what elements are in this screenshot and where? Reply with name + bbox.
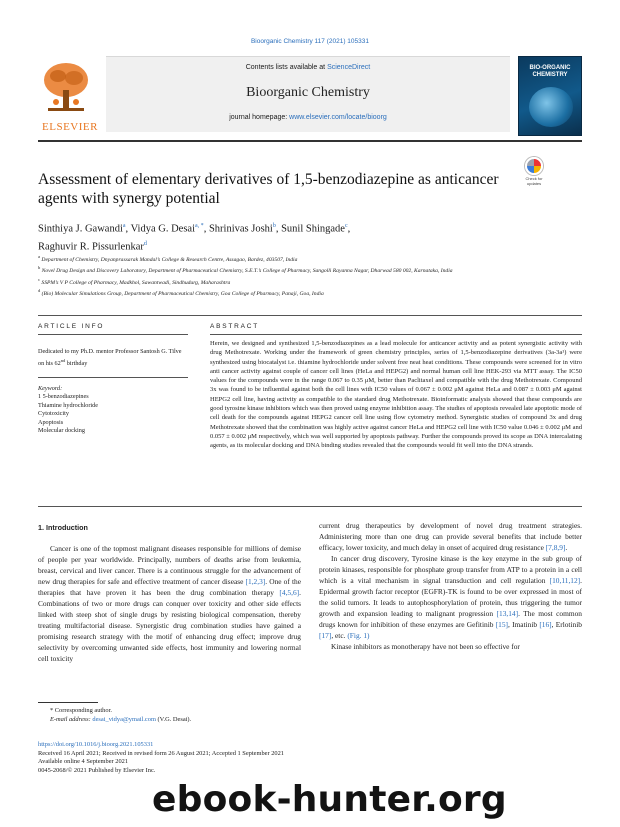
body-column-right	[319, 520, 582, 652]
cover-title: BIO-ORGANIC CHEMISTRY	[529, 65, 571, 78]
citation-link[interactable]: [1,2,3]	[245, 577, 266, 586]
author-separator: ,	[347, 223, 351, 235]
check-updates-label: Check for updates	[525, 176, 543, 186]
email-label: E-mail address:	[50, 716, 93, 723]
body-paragraph: Kinase inhibitors as monotherapy have not been so effective for	[331, 642, 520, 651]
citation-link[interactable]: [16]	[539, 620, 552, 629]
author-name[interactable]: Shrinivas Joshi	[208, 223, 273, 235]
affiliation-text: SSPM’s V P College of Pharmacy, Madkhol, Sawantwadi, Sindhudurg, Maharashtra	[41, 279, 231, 286]
email-link[interactable]: desai_vidya@ymail.com	[92, 716, 156, 723]
author-affiliation-marker[interactable]: b	[272, 223, 276, 229]
keyword-item: Thiamine hydrochloride	[38, 401, 98, 409]
elsevier-logo	[38, 58, 102, 132]
dedication-sup: nd	[60, 357, 66, 363]
body-column-left	[38, 520, 301, 664]
corresponding-author-footnote	[38, 706, 338, 724]
keyword-item: 1 5-benzodiazepines	[38, 393, 89, 401]
dedication-note	[38, 348, 188, 368]
affiliation-item	[38, 276, 582, 287]
article-info-rule	[38, 334, 188, 335]
header-divider	[38, 140, 582, 142]
citation-link[interactable]: [17]	[319, 631, 332, 640]
affiliation-item	[38, 287, 582, 298]
received-dates: Received 16 April 2021; Received in revised form 26 August 2021; Accepted 1 September 2021	[38, 749, 284, 757]
email-line	[38, 715, 338, 724]
journal-cover-thumbnail[interactable]	[518, 56, 582, 136]
author-list	[38, 219, 558, 254]
author-affiliation-marker[interactable]: c	[344, 223, 348, 229]
elsevier-tree-icon	[38, 58, 94, 114]
body-paragraph	[319, 553, 582, 641]
author-affiliation-marker[interactable]: a, *	[195, 223, 204, 229]
keywords-label: Keyword:	[38, 385, 63, 393]
affiliation-text: (Bio) Molecular Simulations Group, Department of Pharmaceutical Chemistry, Goa College of Pharmacy, Panaji, Goa, India	[41, 290, 324, 297]
doi-link[interactable]: https://doi.org/10.1016/j.bioorg.2021.105331	[38, 741, 154, 748]
homepage-link[interactable]: www.elsevier.com/locate/bioorg	[289, 114, 387, 121]
abstract-heading: ABSTRACT	[210, 323, 260, 330]
author-name[interactable]: Sunil Shingade	[281, 223, 345, 235]
citation-link[interactable]: [15]	[495, 620, 509, 629]
dedication-text: Dedicated to my Ph.D. mentor Professor Santosh G. Tilve on his 62	[38, 348, 182, 367]
affiliation-text: Novel Drug Design and Discovery Laboratory, Department of Pharmaceutical Chemistry, S.E.T.’s College of Pharmacy, Sangolli Rayanna Nagar, Dharwad 580 002, Karnataka, India	[41, 268, 453, 275]
article-metadata	[38, 741, 438, 775]
affiliation-list	[38, 253, 582, 298]
paragraph-text: In cancer drug discovery, Tyrosine kinase is the key enzyme in the sub group of protein kinases, responsible for phosphate group transfer from ATP to a protein in a cell which is a vital mechanism in signal transduction and cell regulation	[319, 554, 582, 585]
copyright-notice: 0045-2068/© 2021 Published by Elsevier Inc.	[38, 766, 156, 774]
keywords-rule	[38, 377, 188, 378]
journal-name: Bioorganic Chemistry	[246, 85, 370, 100]
journal-reference-link[interactable]: Bioorganic Chemistry 117 (2021) 105331	[250, 38, 370, 45]
watermark-text: ebook-hunter.org	[152, 779, 507, 820]
citation-link[interactable]: [4,5,6]	[279, 588, 300, 597]
journal-homepage	[106, 114, 510, 121]
body-paragraph	[319, 520, 582, 553]
author-affiliation-marker[interactable]: d	[143, 240, 147, 247]
affiliation-item	[38, 253, 582, 264]
author-separator: ,	[203, 223, 209, 235]
paragraph-text: current drug therapeutics by development of novel drug treatment strategies. Administering more than one drug can provide several benefits that include better efficacy, lower toxicity, and much delay in onset of acquired drug resistance	[319, 521, 582, 552]
author-separator: ,	[125, 223, 131, 235]
journal-masthead	[38, 56, 582, 136]
available-online-date: Available online 4 September 2021	[38, 758, 129, 766]
citation-link[interactable]: [13,14]	[496, 609, 519, 618]
check-updates-icon	[525, 157, 543, 175]
body-divider	[38, 506, 582, 507]
paragraph-text: . The most common drugs known for inhibition of these enzymes are Gefitinib	[319, 609, 582, 629]
paragraph-text: . Epidermal growth factor receptor (EGFR)-TK is found to be over expressed in most of the solid tumors. It leads to autophosphorylation of protein, thus triggering the tumor growth and expansion leading to malignant progression	[319, 576, 582, 618]
author-name[interactable]: Raghuvir R. Pissurlenkar	[38, 241, 144, 252]
cover-art	[529, 87, 573, 127]
affiliation-text: Department of Chemistry, Dnyanprassarak Mandal’s College & Research Centre, Assagao, Bardez, 403507, India	[41, 256, 298, 263]
keyword-item: Cytotoxicity	[38, 410, 69, 418]
footnote-rule	[38, 702, 98, 703]
corresponding-author-label: * Corresponding author.	[50, 707, 112, 714]
check-for-updates-button[interactable]	[520, 157, 548, 187]
paragraph-text: . One of the therapies that have proven it has been the drug combination therapy	[38, 577, 301, 597]
affiliation-marker: a	[38, 254, 40, 259]
article-title: Assessment of elementary derivatives of 1,5-benzodiazepine as anticancer agents with synergy potential	[38, 171, 499, 207]
keywords-list	[38, 393, 188, 436]
dedication-text-end: birthday	[65, 359, 88, 367]
keyword-item: Apoptosis	[38, 418, 64, 426]
abstract-rule	[210, 334, 582, 335]
abstract-text: Herein, we designed and synthesized 1,5-benzodiazepines as a lead molecule for anticancer activity and as potent synergistic activity with drug Methotrexate. Working under the framework of green chemistry principles, series of 1,5-benzodiazepine derivatives (3a-3a¹) were synthesized using biocatalyst i.e. thiamine hydrochloride under solvent free neat heat conditions. These compounds were screened for in vitro anti cancer activity against couple of cancer cell lines (HeLa and HEPG2) and normal human cell line HEK-293 via MTT assay. The IC50 values for the compounds were in the range 0.067 to 0.35 μM, better than Paclitaxel and compatible with the drug Methotrexate. Compound 3x was found to be influential against both the cell lines with IC50 values of 0.067 ± 0.002 μM against HeLa and 0.087 ± 0.003 μM against HEPG2 cell line, having activity as compatible to the standard drug Methotrexate. Bioinformatic analysis showed that these compounds are good tyrosine kinase inhibitors which was then proved using enzyme inhibition assay. The studies of apoptosis revealed late apoptotic mode of cell death for the compounds against HEPG2 cancer cell line using flow cytometry method. Synergistic studies of compound 3x and drug Methotrexate showed that the combination was highly active against cancer HeLa and HEPG2 cell line with IC50 value 0.046 ± 0.002 μM and 0.057 ± 0.002 μM respectively, which was well supported by apoptosis pathway. Further the compounds proved its scope as DNA intercalating agents, as its molecular docking and DNA binding studies revealed that the compounds would fit well into the DNA strands.	[210, 340, 582, 450]
info-divider	[38, 315, 582, 316]
contents-line	[106, 64, 510, 71]
paragraph-text: , Imatinib	[508, 620, 540, 629]
sciencedirect-link[interactable]: ScienceDirect	[327, 64, 371, 71]
affiliation-item	[38, 264, 582, 275]
paragraph-text: , etc.	[331, 631, 348, 640]
paragraph-text: Cancer is one of the topmost malignant diseases responsible for millions of demise of people per year worldwide. Principally, numbers of deaths arise from leukemia, breast, cervical and liver cancer. There is a continuous struggle for the advancement of new drug therapies for safe and effective treatment of cancer disease	[38, 544, 301, 586]
introduction-heading: 1. Introduction	[38, 523, 88, 532]
paragraph-text: .	[565, 543, 568, 552]
homepage-prefix: journal homepage:	[229, 114, 290, 121]
article-info-panel	[38, 336, 188, 436]
email-suffix: (V.G. Desai).	[155, 716, 192, 723]
affiliation-marker: c	[38, 276, 40, 282]
citation-link[interactable]: [10,11,12]	[549, 576, 581, 585]
paragraph-text: . Combinations of two or more drugs can conquer over toxicity and other side effects linked with steep shot of single drugs by resisting biological compensation, thereby treating multifactorial disease. Synergistic drug combination studies have gained a promising research strategy with the motif of enhancing drug effect; improve drug selectivity by overcoming unwanted side effects, host immunity and lowering normal cell toxicity	[38, 588, 301, 663]
contents-prefix: Contents lists available at	[245, 64, 328, 71]
affiliation-marker: d	[38, 288, 41, 294]
affiliation-marker: b	[38, 265, 41, 271]
publisher-name: ELSEVIER	[42, 121, 98, 133]
article-info-heading: ARTICLE INFO	[38, 323, 105, 330]
author-affiliation-marker[interactable]: a	[122, 223, 126, 229]
paragraph-text: , Erlotinib	[551, 620, 582, 629]
masthead-banner	[106, 56, 510, 132]
citation-link[interactable]: [7,8,9]	[545, 543, 566, 552]
keyword-item: Molecular docking	[38, 427, 85, 435]
author-name[interactable]: Sinthiya J. Gawandi	[38, 223, 123, 235]
body-paragraph	[38, 543, 301, 664]
figure-link[interactable]: (Fig. 1)	[347, 631, 370, 640]
author-separator: ,	[275, 223, 282, 235]
author-name[interactable]: Vidya G. Desai	[130, 223, 196, 235]
